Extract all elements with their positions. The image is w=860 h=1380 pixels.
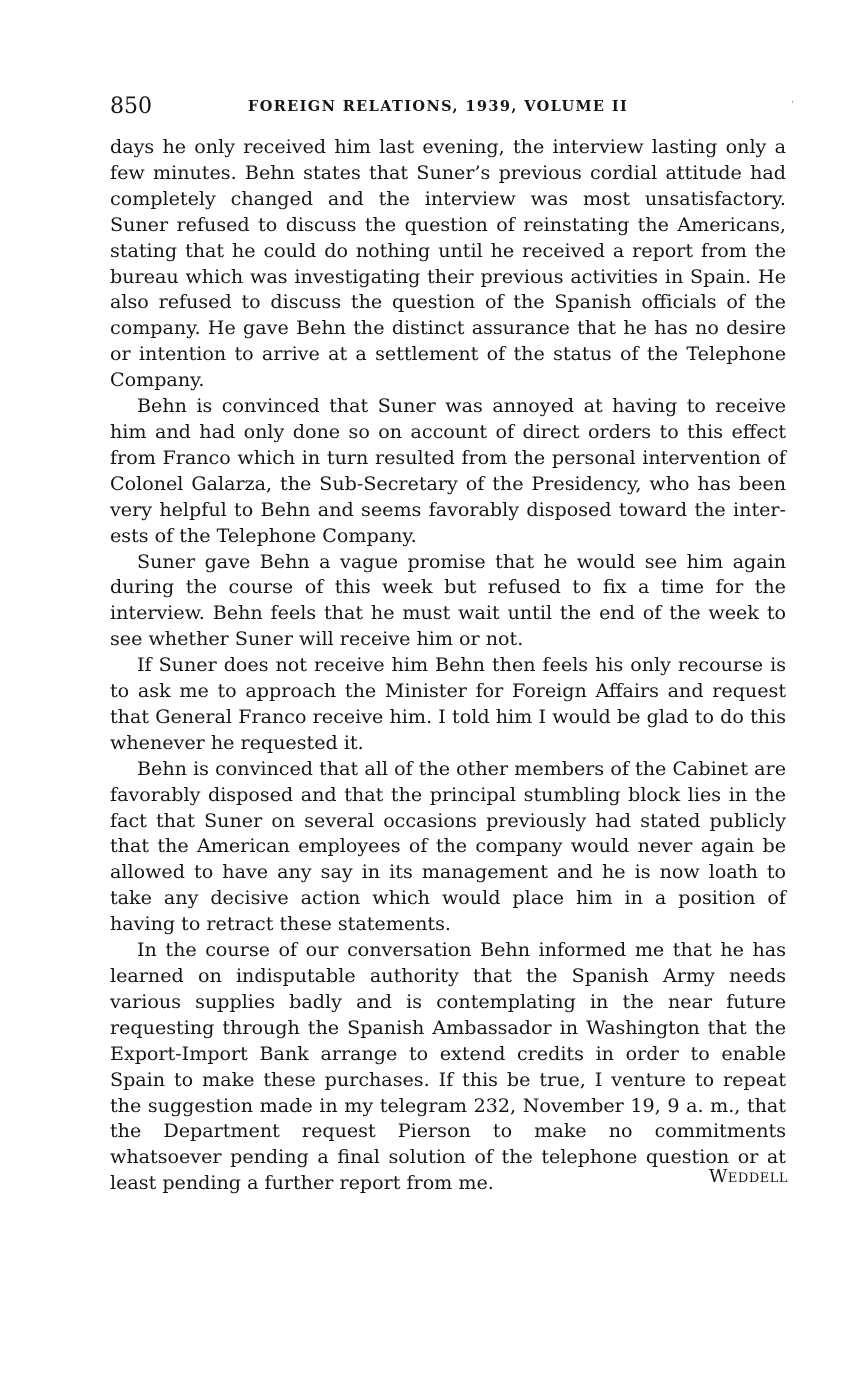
paragraph-continuation: days he only received him last evening, the interview lasting only a few minutes. Behn states that Suner’s previous cordial attitude had completely changed and the interview was most unsatisfactory. Suner refused to discuss the question of reinstating the Americans, stating that he could do nothing until he received a report from the bureau which was investigating their previous activities in Spain. He also refused to discuss the question of the Spanish officials of the company. He gave Behn the distinct assurance that he has no desire or intention to arrive at a settlement of the status of the Telephone Company. [110,135,786,392]
running-title: FOREIGN RELATIONS, 1939, VOLUME II [248,98,629,115]
page-number: 850 [110,94,152,119]
signature: Weddell [708,1166,788,1187]
paragraph: Behn is convinced that Suner was annoyed at having to receive him and had only done so on account of direct orders to this effect from Franco which in turn resulted from the personal intervention of Colonel Galarza, the Sub-Secretary of the Presidency, who has been very helpful to Behn and seems favorably disposed toward the interests of the Telephone Company. [110,394,786,547]
paragraph: Suner gave Behn a vague promise that he would see him again during the course of this week but refused to fix a time for the interview. Behn feels that he must wait until the end of the week to see whether Suner will receive him or not. [110,549,786,651]
paragraph: If Suner does not receive him Behn then feels his only recourse is to ask me to approach the Minister for Foreign Affairs and request that General Franco receive him. I told him I would be glad to do this whenever he requested it. [110,653,786,754]
page-header [110,93,794,123]
paragraph: Behn is convinced that all of the other members of the Cabinet are favorably disposed and that the principal stumbling block lies in the fact that Suner on several occasions previously had stated publicly that the American employees of the company would never again be allowed to have any say in its management and he is now loath to take any decisive action which would place him in a position of having to retract these statements. [110,756,786,936]
corner-mark: · [791,98,794,108]
paragraph: In the course of our conversation Behn informed me that he has learned on indisputable authority that the Spanish Army needs various supplies badly and is contemplating in the near future requesting through the Spanish Ambassador in Washington that the Export-Import Bank arrange to extend credits in order to enable Spain to make these purchases. If this be true, I venture to repeat the suggestion made in my telegram 232, November 19, 9 a. m., that the Department request Pierson to make no commitments whatsoever pending a final solution of the telephone question or at least pending a further report from me. [110,938,786,1195]
document-body [110,134,786,1196]
